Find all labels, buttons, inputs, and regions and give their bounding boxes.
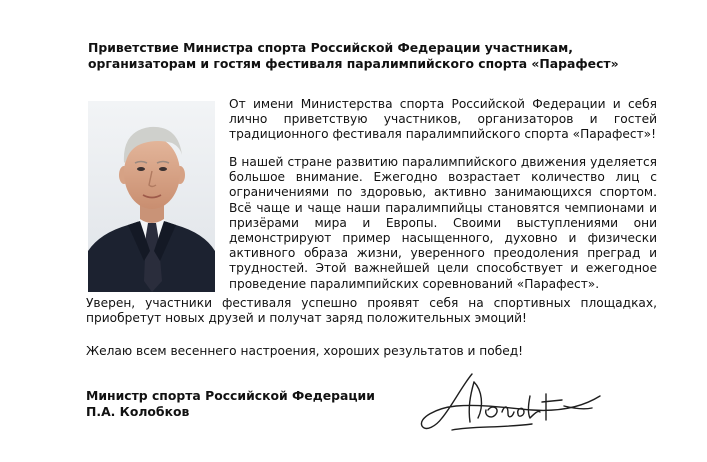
paragraph-greeting: От имени Министерства спорта Российской Федерации и себя лично приветствую участников, организаторов и гостей традиционного фестиваля паралимпийского спорта «Парафест»! (229, 97, 657, 142)
paragraph-paralympic-movement: В нашей стране развитию паралимпийского движения уделяется большое внимание. Ежегодно возрастает количество лиц с ограничениями по здоровью, активно занимающихся спортом. Всё чаще и чаще наши паралимпийцы становятся чемпионами и призёрами мира и Европы. Своими выступлениями они демонстрируют пример насыщенного, духовно и физически активного образа жизни, уверенного преодоления преград и трудностей. Этой важнейшей цели способствует и ежегодное проведение паралимпийских соревнований «Парафест». (229, 155, 657, 291)
paragraph-participants: Уверен, участники фестиваля успешно проявят себя на спортивных площадках, приобретут новых друзей и получат заряд положительных эмоций! (86, 296, 657, 326)
signatory-position: Министр спорта Российской Федерации (86, 388, 375, 403)
paragraph-wishes: Желаю всем весеннего настроения, хороших результатов и побед! (86, 344, 524, 358)
minister-portrait-photo (88, 101, 215, 292)
letter-heading: Приветствие Министра спорта Российской Федерации участникам, организаторам и гостям фестиваля паралимпийского спорта «Парафест» (88, 40, 619, 71)
signatory-name: П.А. Колобков (86, 404, 190, 419)
handwritten-signature (412, 366, 612, 442)
